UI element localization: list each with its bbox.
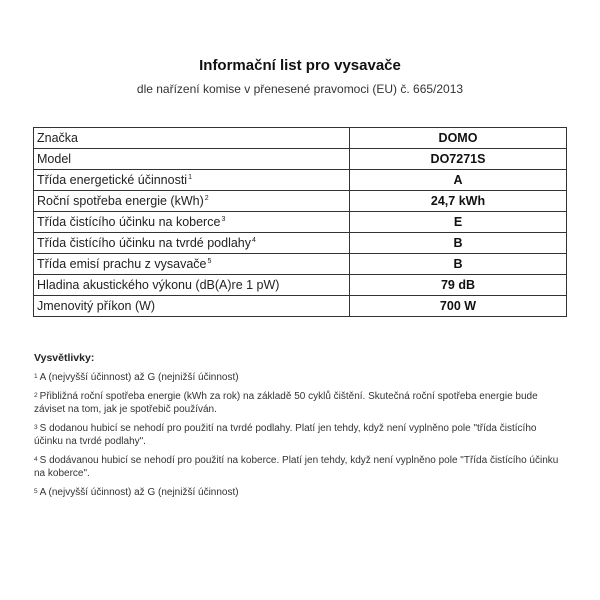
footnote-item: $^3$ S dodanou hubicí se nehodí pro použití na tvrdé podlahy. Platí jen tehdy, když není vyplněno pole "třída čistícího účinku na tvrdé podlahy". <box>34 423 537 447</box>
table-row-hard-floor-class <box>34 233 567 254</box>
footnote-number: 2 <box>34 392 38 399</box>
product-info-table <box>33 127 567 317</box>
footnote-number: 3 <box>34 424 38 431</box>
table-row-brand <box>34 128 567 149</box>
row-value: 79 dB <box>350 275 567 296</box>
row-label: Model <box>34 149 350 170</box>
row-label: Třída energetické účinnosti$^1$ <box>34 170 350 191</box>
table-row-carpet-class <box>34 212 567 233</box>
row-label: Značka <box>34 128 350 149</box>
row-value: E <box>350 212 567 233</box>
row-value: DO7271S <box>350 149 567 170</box>
table-row-annual-energy <box>34 191 567 212</box>
page-subtitle: dle nařízení komise v přenesené pravomoci (EU) č. 665/2013 <box>136 82 464 96</box>
footnote-item: $^4$ S dodávanou hubicí se nehodí pro použití na koberce. Platí jen tehdy, když není vyplněno pole "Třída čistícího účinku na koberce". <box>34 455 559 479</box>
table-row-dust-emission-class <box>34 254 567 275</box>
row-label: Roční spotřeba energie (kWh)$^2$ <box>34 191 350 212</box>
row-label: Hladina akustického výkonu (dB(A)re 1 pW) <box>34 275 350 296</box>
row-value: 700 W <box>350 296 567 317</box>
footnote-ref: 4 <box>252 237 256 244</box>
footnotes-heading: Vysvětlivky: <box>34 352 95 364</box>
footnote-ref: 3 <box>221 216 226 223</box>
footnote-number: 1 <box>34 373 38 380</box>
row-value: B <box>350 233 567 254</box>
footnote-ref: 1 <box>188 174 192 181</box>
footnote-number: 4 <box>34 456 38 463</box>
table-row-energy-class <box>34 170 567 191</box>
row-value: DOMO <box>350 128 567 149</box>
footnote-ref: 2 <box>204 195 209 202</box>
row-label: Třída čistícího účinku na tvrdé podlahy$^4$ <box>34 233 350 254</box>
table-row-noise-level <box>34 275 567 296</box>
page-title: Informační list pro vysavače <box>199 57 401 74</box>
row-value: B <box>350 254 567 275</box>
row-label: Jmenovitý příkon (W) <box>34 296 350 317</box>
row-label: Třída čistícího účinku na koberce$^3$ <box>34 212 350 233</box>
footnote-number: 5 <box>34 488 38 495</box>
row-value: 24,7 kWh <box>350 191 567 212</box>
table-row-rated-power <box>34 296 567 317</box>
footnote-item: $^2$ Přibližná roční spotřeba energie (kWh za rok) na základě 50 cyklů čištění. Skutečná roční spotřeba energie bude záviset na tom, jak je spotřebič používán. <box>34 391 538 415</box>
footnote-item: $^1$ A (nejvyšší účinnost) až G (nejnižší účinnost) <box>34 372 239 383</box>
row-value: A <box>350 170 567 191</box>
table-row-model <box>34 149 567 170</box>
footnote-ref: 5 <box>207 258 212 265</box>
footnote-item: $^5$ A (nejvyšší účinnost) až G (nejnižší účinnost) <box>34 487 239 498</box>
footnotes-section <box>34 352 564 505</box>
row-label: Třída emisí prachu z vysavače$^5$ <box>34 254 350 275</box>
